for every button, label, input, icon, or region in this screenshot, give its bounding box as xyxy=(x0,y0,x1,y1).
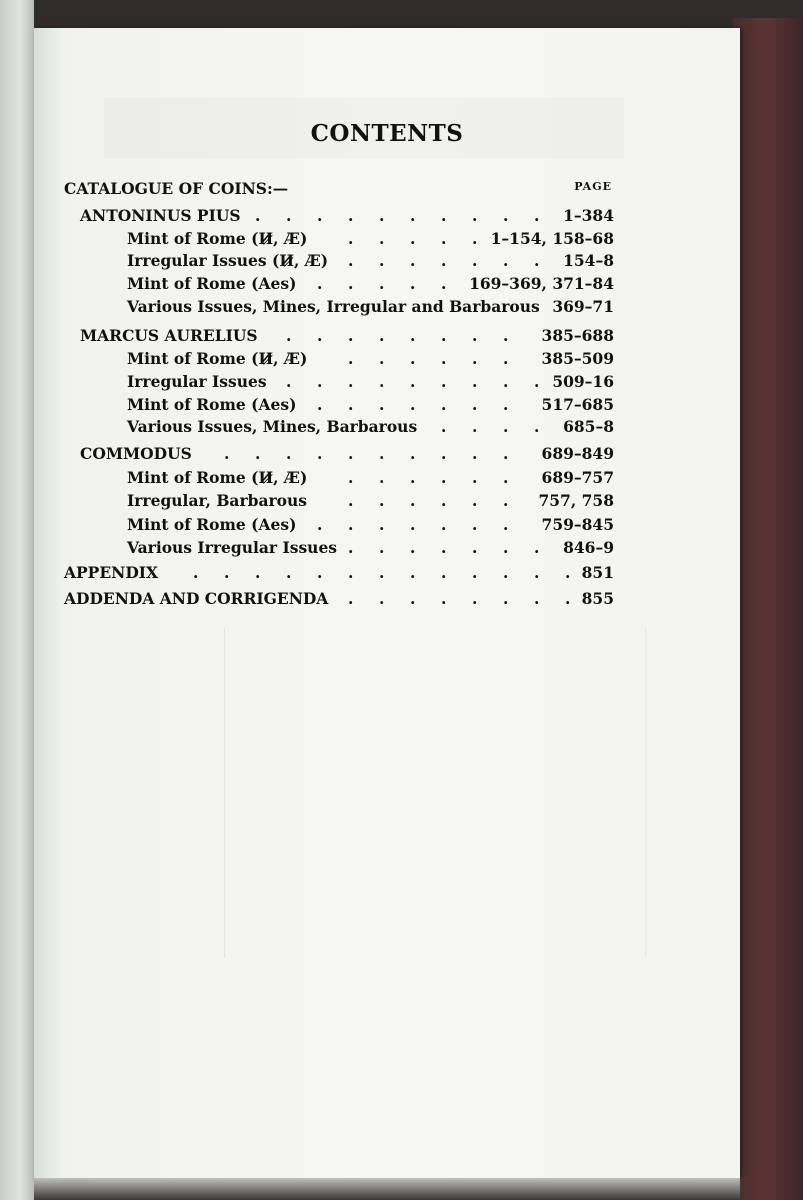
leader-dot: . xyxy=(503,417,509,436)
leader-dot: . xyxy=(317,515,323,534)
leader-dot: . xyxy=(441,251,447,270)
leader-dot: . xyxy=(379,326,385,345)
toc-entry-page: 385–509 xyxy=(541,349,614,368)
leader-dot: . xyxy=(503,206,509,225)
toc-entry-label: ADDENDA AND CORRIGENDA xyxy=(64,589,329,608)
toc-entry-page: 154–8 xyxy=(563,251,614,270)
leader-dot: . xyxy=(503,491,509,510)
leader-dot: . xyxy=(472,229,478,248)
leader-dot: . xyxy=(472,563,478,582)
leader-dot: . xyxy=(348,589,354,608)
leader-dot: . xyxy=(348,538,354,557)
toc-entry-label: COMMODUS xyxy=(80,444,192,463)
toc-entry xyxy=(34,325,740,347)
leader-dot: . xyxy=(379,395,385,414)
leader-dot: . xyxy=(286,444,292,463)
leader-dot: . xyxy=(441,417,447,436)
leader-dot: . xyxy=(441,326,447,345)
leader-dot: . xyxy=(472,538,478,557)
leader-dot: . xyxy=(565,589,571,608)
leader-dot: . xyxy=(348,326,354,345)
leader-dot: . xyxy=(534,251,540,270)
leader-dot: . xyxy=(503,589,509,608)
leader-dot: . xyxy=(472,417,478,436)
leader-dot: . xyxy=(441,444,447,463)
toc-entry xyxy=(34,296,740,318)
leader-dot: . xyxy=(410,229,416,248)
leader-dot: . xyxy=(317,563,323,582)
toc-entry-page: 757, 758 xyxy=(538,491,614,510)
leader-dot: . xyxy=(503,538,509,557)
toc-entry xyxy=(34,537,740,559)
toc-entry-label: Irregular Issues (И̷, Æ) xyxy=(127,251,329,270)
leader-dot: . xyxy=(472,349,478,368)
leader-dot: . xyxy=(441,229,447,248)
leader-dot: . xyxy=(441,349,447,368)
toc-entry-label: Various Issues, Mines, Irregular and Barbarous xyxy=(127,297,540,316)
leader-dot: . xyxy=(317,274,323,293)
toc-entry-label: Mint of Rome (И̷, Æ) xyxy=(127,229,308,248)
leader-dot: . xyxy=(472,251,478,270)
toc-entry xyxy=(34,205,740,227)
leader-dot: . xyxy=(317,444,323,463)
leader-dot: . xyxy=(379,468,385,487)
book-cover-edge xyxy=(733,18,803,1200)
leader-dot: . xyxy=(348,372,354,391)
leader-dot: . xyxy=(534,372,540,391)
leader-dot: . xyxy=(379,251,385,270)
leader-dot: . xyxy=(534,563,540,582)
toc-entry-page: 517–685 xyxy=(541,395,614,414)
leader-dot: . xyxy=(410,589,416,608)
toc-entry xyxy=(34,394,740,416)
leader-dot: . xyxy=(534,589,540,608)
leader-dot: . xyxy=(472,468,478,487)
leader-dot: . xyxy=(379,589,385,608)
leader-dot: . xyxy=(503,563,509,582)
leader-dot: . xyxy=(379,491,385,510)
leader-dot: . xyxy=(317,326,323,345)
toc-entry-label: Irregular, Barbarous xyxy=(127,491,308,510)
leader-dot: . xyxy=(441,515,447,534)
leader-dot: . xyxy=(534,538,540,557)
toc-entry xyxy=(34,273,740,295)
toc-entry-label: Mint of Rome (Aes) xyxy=(127,515,297,534)
leader-dot: . xyxy=(441,206,447,225)
toc-entry-label: Mint of Rome (Aes) xyxy=(127,395,297,414)
leader-dot: . xyxy=(441,274,447,293)
toc-entry xyxy=(34,443,740,465)
leader-dot: . xyxy=(410,251,416,270)
leader-dot: . xyxy=(410,395,416,414)
leader-dot: . xyxy=(286,563,292,582)
leader-dot: . xyxy=(441,395,447,414)
leader-dot: . xyxy=(441,491,447,510)
toc-entry-page: 689–849 xyxy=(541,444,614,463)
toc-entry-page: 1–384 xyxy=(563,206,614,225)
leader-dot: . xyxy=(534,206,540,225)
toc-entry xyxy=(34,178,740,200)
leader-dot: . xyxy=(348,515,354,534)
leader-dot: . xyxy=(565,563,571,582)
leader-dot: . xyxy=(410,206,416,225)
leader-dot: . xyxy=(410,444,416,463)
leader-dot: . xyxy=(410,349,416,368)
leader-dot: . xyxy=(348,206,354,225)
leader-dot: . xyxy=(286,206,292,225)
leader-dot: . xyxy=(379,274,385,293)
toc-entry-page: 846–9 xyxy=(563,538,614,557)
leader-dot: . xyxy=(317,372,323,391)
leader-dot: . xyxy=(224,444,230,463)
leader-dot: . xyxy=(503,468,509,487)
toc-entry xyxy=(34,416,740,438)
leader-dot: . xyxy=(286,326,292,345)
toc-entry-page: 385–688 xyxy=(541,326,614,345)
leader-dot: . xyxy=(255,206,261,225)
leader-dot: . xyxy=(348,349,354,368)
leader-dot: . xyxy=(348,395,354,414)
leader-dot: . xyxy=(503,326,509,345)
toc-entry-label: APPENDIX xyxy=(64,563,159,582)
toc-entry-label: Irregular Issues xyxy=(127,372,267,391)
leader-dot: . xyxy=(472,206,478,225)
leader-dot: . xyxy=(348,444,354,463)
toc-entry-page: 685–8 xyxy=(563,417,614,436)
leader-dot: . xyxy=(472,372,478,391)
leader-dot: . xyxy=(193,563,199,582)
page-bottom-edge xyxy=(34,1178,740,1200)
leader-dot: . xyxy=(379,349,385,368)
leader-dot: . xyxy=(410,326,416,345)
leader-dot: . xyxy=(503,515,509,534)
toc-entry xyxy=(34,250,740,272)
leader-dot: . xyxy=(379,372,385,391)
leader-dot: . xyxy=(379,206,385,225)
leader-dot: . xyxy=(472,515,478,534)
toc-entry xyxy=(34,371,740,393)
leader-dot: . xyxy=(534,417,540,436)
toc-entry-label: Mint of Rome (И̷, Æ) xyxy=(127,468,308,487)
leader-dot: . xyxy=(441,538,447,557)
leader-dot: . xyxy=(255,563,261,582)
leader-dot: . xyxy=(410,563,416,582)
leader-dot: . xyxy=(348,563,354,582)
toc-entry xyxy=(34,228,740,250)
toc-entry-page: 169–369, 371–84 xyxy=(469,274,614,293)
leader-dot: . xyxy=(472,589,478,608)
leader-dot: . xyxy=(410,538,416,557)
toc-entry xyxy=(34,514,740,536)
leader-dot: . xyxy=(472,326,478,345)
toc-entry-label: ANTONINUS PIUS xyxy=(80,206,241,225)
leader-dot: . xyxy=(441,563,447,582)
toc-entry xyxy=(34,490,740,512)
leader-dot: . xyxy=(503,395,509,414)
leader-dot: . xyxy=(348,251,354,270)
leader-dot: . xyxy=(379,515,385,534)
leader-dot: . xyxy=(503,349,509,368)
leader-dot: . xyxy=(503,251,509,270)
leader-dot: . xyxy=(472,491,478,510)
toc-entry-page: 1–154, 158–68 xyxy=(490,229,614,248)
page-title: CONTENTS xyxy=(310,120,464,147)
leader-dot: . xyxy=(379,229,385,248)
toc-entry-label: CATALOGUE OF COINS:— xyxy=(64,179,289,198)
leader-dot: . xyxy=(379,563,385,582)
toc-entry-label: Various Issues, Mines, Barbarous xyxy=(127,417,418,436)
toc-entry-page: 689–757 xyxy=(541,468,614,487)
toc-entry xyxy=(34,348,740,370)
leader-dot: . xyxy=(224,563,230,582)
leader-dot: . xyxy=(410,515,416,534)
leader-dot: . xyxy=(441,468,447,487)
leader-dot: . xyxy=(410,372,416,391)
toc-entry xyxy=(34,562,740,584)
toc-entry-label: MARCUS AURELIUS xyxy=(80,326,258,345)
page-column-header: PAGE xyxy=(574,180,612,193)
leader-dot: . xyxy=(441,372,447,391)
leader-dot: . xyxy=(255,444,261,463)
toc-entry-page: 369–71 xyxy=(552,297,614,316)
leader-dot: . xyxy=(441,589,447,608)
leader-dot: . xyxy=(472,444,478,463)
leader-dot: . xyxy=(348,468,354,487)
leader-dot: . xyxy=(503,444,509,463)
toc-entry-label: Mint of Rome (И̷, Æ) xyxy=(127,349,308,368)
leader-dot: . xyxy=(348,229,354,248)
leader-dot: . xyxy=(348,491,354,510)
toc-entry-page: 509–16 xyxy=(552,372,614,391)
toc-entry xyxy=(34,588,740,610)
leader-dot: . xyxy=(472,395,478,414)
toc-entry-page: 855 xyxy=(581,589,614,608)
leader-dot: . xyxy=(410,491,416,510)
leader-dot: . xyxy=(348,274,354,293)
leader-dot: . xyxy=(410,468,416,487)
leader-dot: . xyxy=(317,395,323,414)
leader-dot: . xyxy=(379,444,385,463)
book-page xyxy=(34,28,740,1178)
leader-dot: . xyxy=(503,372,509,391)
facing-page-edge xyxy=(0,0,34,1200)
toc-entry-label: Mint of Rome (Aes) xyxy=(127,274,297,293)
toc-entry-page: 851 xyxy=(581,563,614,582)
toc-entry-label: Various Irregular Issues xyxy=(127,538,338,557)
toc-entry xyxy=(34,467,740,489)
toc-entry-page: 759–845 xyxy=(541,515,614,534)
leader-dot: . xyxy=(286,372,292,391)
leader-dot: . xyxy=(317,206,323,225)
leader-dot: . xyxy=(379,538,385,557)
leader-dot: . xyxy=(410,274,416,293)
table-of-contents xyxy=(34,28,740,1178)
